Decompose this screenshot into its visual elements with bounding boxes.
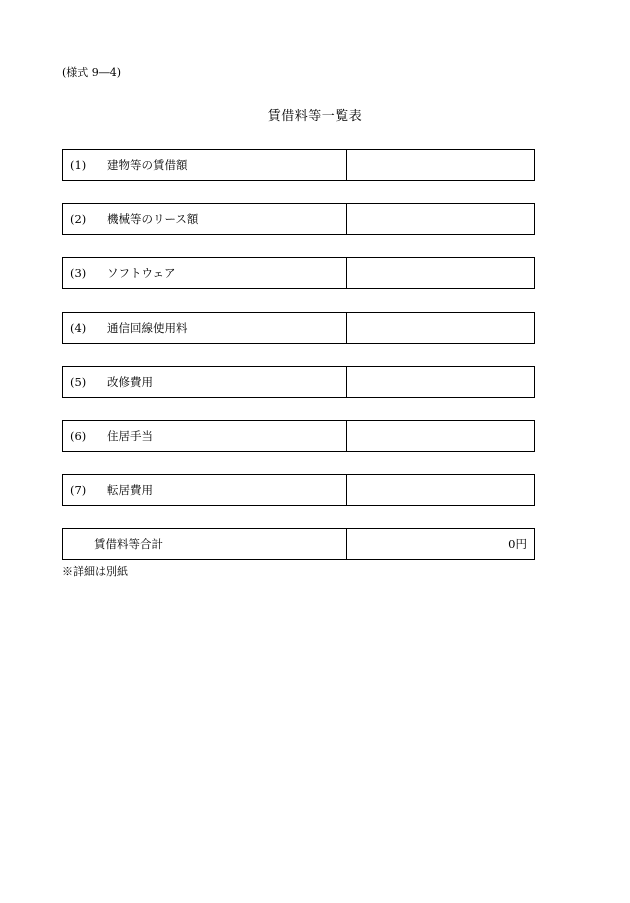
- row-value-cell: [347, 313, 534, 343]
- row-label-cell: [63, 421, 347, 451]
- table-row: [62, 312, 535, 344]
- row-number: (7): [70, 483, 87, 497]
- row-number: (1): [70, 158, 87, 172]
- row-number: (2): [70, 212, 87, 226]
- table-row: [62, 257, 535, 289]
- total-label: 賃借料等合計: [63, 529, 347, 559]
- row-label: ソフトウェア: [107, 266, 176, 280]
- row-label: 転居費用: [107, 483, 153, 497]
- row-value-cell: [347, 258, 534, 288]
- row-number: (3): [70, 266, 87, 280]
- row-value-cell: [347, 150, 534, 180]
- row-label-cell: [63, 258, 347, 288]
- total-row: [62, 528, 535, 560]
- row-value-cell: [347, 421, 534, 451]
- row-label: 機械等のリース額: [107, 212, 199, 226]
- row-label-cell: [63, 204, 347, 234]
- row-label-cell: [63, 367, 347, 397]
- table-row: [62, 366, 535, 398]
- table-row: [62, 203, 535, 235]
- row-label: 通信回線使用料: [107, 321, 188, 335]
- row-value-cell: [347, 204, 534, 234]
- row-label-cell: [63, 313, 347, 343]
- row-label: 建物等の賃借額: [107, 158, 188, 172]
- row-label: 住居手当: [107, 429, 153, 443]
- row-number: (4): [70, 321, 87, 335]
- table-row: [62, 420, 535, 452]
- footnote: ※詳細は別紙: [62, 565, 128, 578]
- row-value-cell: [347, 475, 534, 505]
- row-value-cell: [347, 367, 534, 397]
- document-title: 賃借料等一覧表: [267, 109, 363, 124]
- table-row: [62, 474, 535, 506]
- row-label-cell: [63, 150, 347, 180]
- total-value: 0円: [508, 537, 527, 551]
- row-label: 改修費用: [107, 375, 153, 389]
- form-number: (様式 9―4): [62, 66, 122, 79]
- row-number: (6): [70, 429, 87, 443]
- row-number: (5): [70, 375, 87, 389]
- row-label-cell: [63, 475, 347, 505]
- table-row: [62, 149, 535, 181]
